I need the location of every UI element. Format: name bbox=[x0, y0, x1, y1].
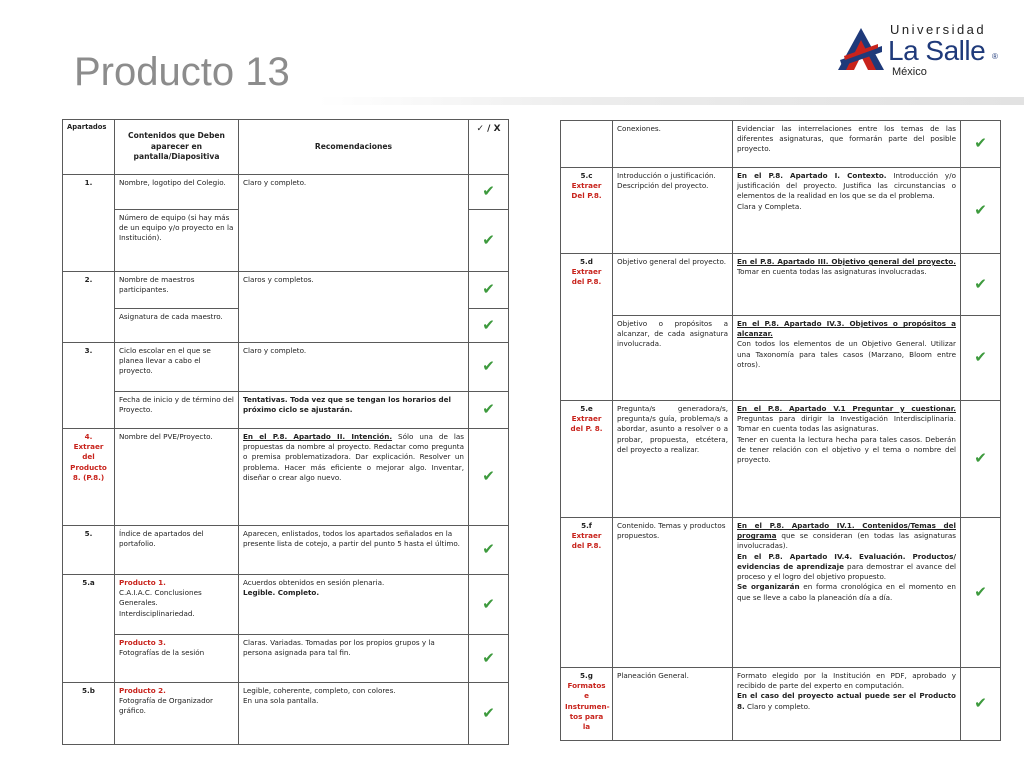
row-content: Producto 1. C.A.I.A.C. Conclusiones Generales. Interdisciplinariedad. bbox=[115, 575, 239, 635]
la-salle-emblem-icon bbox=[836, 26, 886, 72]
table-row bbox=[561, 316, 1001, 401]
check-mark-icon: ✔ bbox=[469, 575, 509, 635]
row-content: Introducción o justificación. Descripción del proyecto. bbox=[613, 168, 733, 254]
row-number: 5.d Extraer del P.8. bbox=[561, 254, 613, 401]
table-row bbox=[63, 575, 509, 635]
row-content: Índice de apartados del portafolio. bbox=[115, 526, 239, 575]
row-content: Objetivo general del proyecto. bbox=[613, 254, 733, 316]
row-content: Pregunta/s generadora/s, pregunta/s guía, problema/s a abordar, asunto a resolver o a probar, propuesta, etcétera, del proyecto a realizar. bbox=[613, 401, 733, 518]
table-row bbox=[63, 175, 509, 210]
row-number: 4. Extraer del Producto 8. (P.8.) bbox=[63, 429, 115, 526]
row-recommendation: Claros y completos. bbox=[239, 272, 469, 343]
table-row bbox=[561, 168, 1001, 254]
table-row bbox=[561, 254, 1001, 316]
row-number: 5.b bbox=[63, 683, 115, 745]
check-mark-icon: ✔ bbox=[961, 168, 1001, 254]
check-mark-icon: ✔ bbox=[961, 254, 1001, 316]
check-mark-icon: ✔ bbox=[961, 518, 1001, 668]
row-content: Nombre de maestros participantes. bbox=[115, 272, 239, 309]
header-recomendaciones: Recomendaciones bbox=[239, 120, 469, 175]
header-check: ✓ / X bbox=[469, 120, 509, 175]
row-number: 2. bbox=[63, 272, 115, 343]
table-row bbox=[63, 272, 509, 309]
row-recommendation: En el P.8. Apartado II. Intención. Sólo una de las propuestas da nombre al proyecto. Redactar como pregunta o premisa problematizadora. Dar explicación. Resolver un problema. Hacer más eficiente o mejorar algo. Inventar, diseñar o crear algo nuevo. bbox=[239, 429, 469, 526]
row-content: Asignatura de cada maestro. bbox=[115, 309, 239, 343]
row-number: 5.f Extraer del P.8. bbox=[561, 518, 613, 668]
universidad-la-salle-logo bbox=[836, 20, 1006, 80]
table-row bbox=[63, 429, 509, 526]
check-mark-icon: ✔ bbox=[469, 635, 509, 683]
check-mark-icon: ✔ bbox=[469, 526, 509, 575]
check-mark-icon: ✔ bbox=[961, 121, 1001, 168]
row-content: Ciclo escolar en el que se planea llevar a cabo el proyecto. bbox=[115, 343, 239, 392]
row-content: Conexiones. bbox=[613, 121, 733, 168]
check-mark-icon: ✔ bbox=[469, 683, 509, 745]
row-content: Nombre, logotipo del Colegio. bbox=[115, 175, 239, 210]
row-recommendation: En el P.8. Apartado V.1 Preguntar y cuestionar. Preguntas para dirigir la Investigación Interdisciplinaria. Tomar en cuenta todas las asignaturas. Tener en cuenta la lectura hecha para tales casos. Deberán de tener relación con el objetivo y el tema o nombre del proyecto. bbox=[733, 401, 961, 518]
row-number: 3. bbox=[63, 343, 115, 429]
row-recommendation: Acuerdos obtenidos en sesión plenaria. Legible. Completo. bbox=[239, 575, 469, 635]
header-apartados: Apartados bbox=[63, 120, 115, 175]
logo-universidad-text: Universidad bbox=[890, 22, 987, 37]
row-number: 1. bbox=[63, 175, 115, 272]
header-contenidos: Contenidos que Deben aparecer en pantalla/Diapositiva bbox=[115, 120, 239, 175]
table-row bbox=[63, 683, 509, 745]
check-mark-icon: ✔ bbox=[469, 392, 509, 429]
table-row bbox=[63, 392, 509, 429]
row-recommendation: En el P.8. Apartado III. Objetivo general del proyecto. Tomar en cuenta todas las asignaturas involucradas. bbox=[733, 254, 961, 316]
table-row bbox=[561, 668, 1001, 741]
row-number: 5.a bbox=[63, 575, 115, 683]
row-content: Objetivo o propósitos a alcanzar, de cada asignatura involucrada. bbox=[613, 316, 733, 401]
logo-la-salle-text: La Salle bbox=[888, 35, 986, 66]
logo-registered-mark: ® bbox=[992, 52, 998, 61]
row-recommendation: En el P.8. Apartado IV.3. Objetivos o propósitos a alcanzar. Con todos los elementos de un Objetivo General. Utilizar una Taxonomía para tales casos (Marzano, Bloom entre otros). bbox=[733, 316, 961, 401]
checklist-table-right bbox=[560, 120, 1001, 741]
row-content: Producto 3. Fotografías de la sesión bbox=[115, 635, 239, 683]
row-recommendation: En el P.8. Apartado I. Contexto. Introducción y/o justificación del proyecto. Justifica las circunstancias o elementos de la realidad en los que se da el problema. Clara y Completa. bbox=[733, 168, 961, 254]
row-recommendation: Legible, coherente, completo, con colores. En una sola pantalla. bbox=[239, 683, 469, 745]
check-mark-icon: ✔ bbox=[469, 175, 509, 210]
checklist-table-left bbox=[62, 119, 509, 745]
row-number: 5.e Extraer del P. 8. bbox=[561, 401, 613, 518]
logo-mexico-text: México bbox=[892, 66, 927, 78]
table-row bbox=[561, 121, 1001, 168]
row-recommendation: Claro y completo. bbox=[239, 343, 469, 392]
row-number: 5. bbox=[63, 526, 115, 575]
check-mark-icon: ✔ bbox=[961, 401, 1001, 518]
header-divider bbox=[318, 97, 1024, 105]
check-mark-icon: ✔ bbox=[469, 272, 509, 309]
check-mark-icon: ✔ bbox=[469, 429, 509, 526]
table-row bbox=[561, 401, 1001, 518]
row-recommendation: Tentativas. Toda vez que se tengan los horarios del próximo ciclo se ajustarán. bbox=[239, 392, 469, 429]
check-mark-icon: ✔ bbox=[469, 210, 509, 272]
table-header-row bbox=[63, 120, 509, 175]
row-content: Fecha de inicio y de término del Proyecto. bbox=[115, 392, 239, 429]
row-number bbox=[561, 121, 613, 168]
row-content: Número de equipo (si hay más de un equipo y/o proyecto en la Institución). bbox=[115, 210, 239, 272]
table-row bbox=[63, 526, 509, 575]
slide-title: Producto 13 bbox=[74, 50, 290, 94]
row-recommendation: Claro y completo. bbox=[239, 175, 469, 272]
row-recommendation: Evidenciar las interrelaciones entre los temas de las diferentes asignaturas, que formarán parte del posible proyecto. bbox=[733, 121, 961, 168]
check-mark-icon: ✔ bbox=[469, 343, 509, 392]
row-recommendation: Claras. Variadas. Tomadas por los propios grupos y la persona asignada para tal fin. bbox=[239, 635, 469, 683]
check-mark-icon: ✔ bbox=[961, 668, 1001, 741]
row-number: 5.g Formatos e Instrumen-tos para la bbox=[561, 668, 613, 741]
row-recommendation: Formato elegido por la Institución en PDF, aprobado y recibido de parte del experto en computación. En el caso del proyecto actual puede ser el Producto 8. Claro y completo. bbox=[733, 668, 961, 741]
table-row bbox=[561, 518, 1001, 668]
row-recommendation: En el P.8. Apartado IV.1. Contenidos/Temas del programa que se consideran (en todas las asignaturas involucradas). En el P.8. Apartado IV.4. Evaluación. Productos/ evidencias de aprendizaje para demostrar el avance del proceso y el logro del objetivo propuesto. Se organizarán en forma cronológica en el momento en que se lleve a cabo la planeación día a día. bbox=[733, 518, 961, 668]
row-content: Planeación General. bbox=[613, 668, 733, 741]
row-content: Contenido. Temas y productos propuestos. bbox=[613, 518, 733, 668]
row-recommendation: Aparecen, enlistados, todos los apartados señalados en la presente lista de cotejo, a partir del punto 5 hasta el último. bbox=[239, 526, 469, 575]
table-row bbox=[63, 343, 509, 392]
table-row bbox=[63, 635, 509, 683]
row-number: 5.c Extraer Del P.8. bbox=[561, 168, 613, 254]
row-content: Producto 2. Fotografía de Organizador gráfico. bbox=[115, 683, 239, 745]
check-mark-icon: ✔ bbox=[961, 316, 1001, 401]
check-mark-icon: ✔ bbox=[469, 309, 509, 343]
row-content: Nombre del PVE/Proyecto. bbox=[115, 429, 239, 526]
